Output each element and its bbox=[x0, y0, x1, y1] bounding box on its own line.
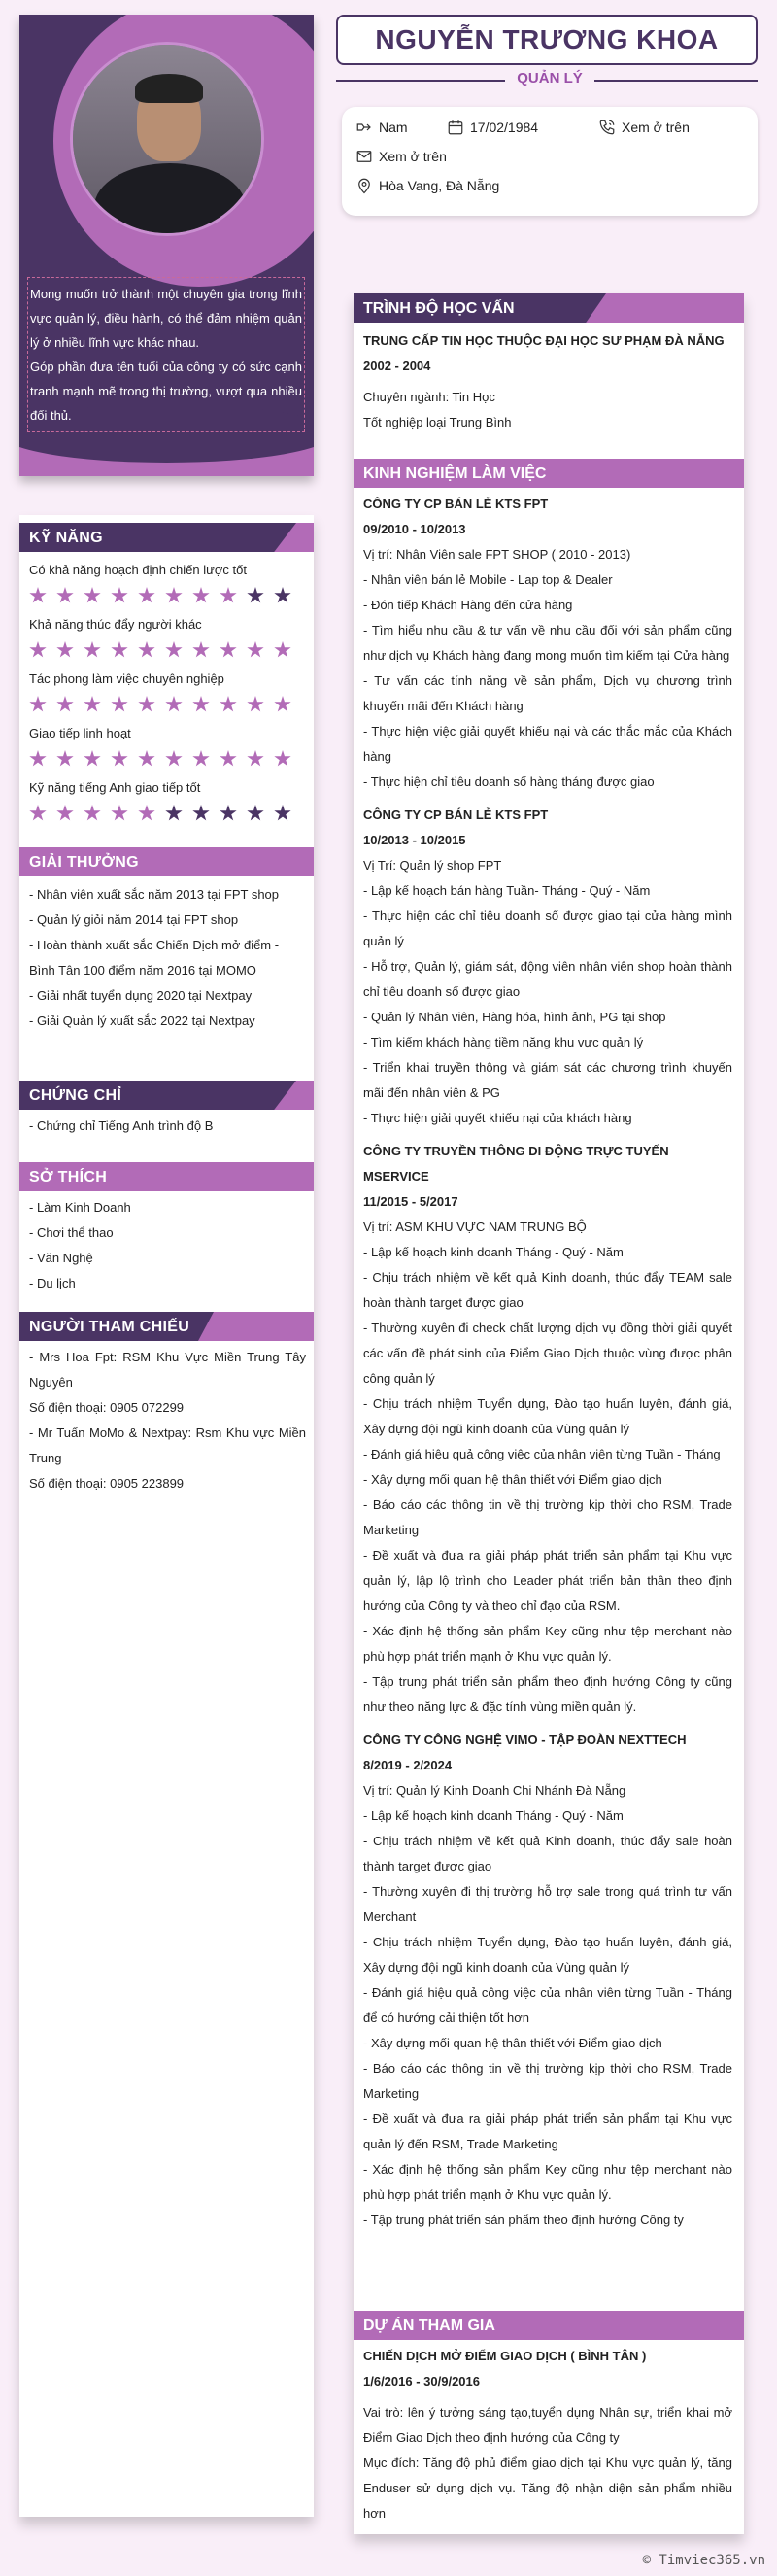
education-block bbox=[363, 328, 732, 435]
star-filled-icon bbox=[29, 587, 47, 604]
star-filled-icon bbox=[138, 696, 155, 713]
job-detail: Vị trí: Nhân Viên sale FPT SHOP ( 2010 - 2013) bbox=[363, 547, 631, 562]
job-detail: - Đánh giá hiệu quả công việc của nhân viên từng Tuần - Tháng bbox=[363, 1447, 721, 1461]
job-detail: - Xây dựng mối quan hệ thân thiết với Điểm giao dịch bbox=[363, 1472, 662, 1487]
email-icon bbox=[355, 148, 373, 165]
star-filled-icon bbox=[165, 587, 183, 604]
hobby-item: - Du lịch bbox=[29, 1276, 76, 1290]
job-period: 8/2019 - 2/2024 bbox=[363, 1758, 453, 1772]
job-detail: - Chịu trách nhiệm về kết quả Kinh doanh, thúc đẩy sale hoàn thành target được giao bbox=[363, 1834, 732, 1873]
star-filled-icon bbox=[84, 696, 101, 713]
reference-phone: Số điện thoại: 0905 223899 bbox=[29, 1476, 185, 1491]
hobbies-title: SỞ THÍCH bbox=[29, 1169, 108, 1185]
watermark: © Timviec365.vn bbox=[642, 2553, 765, 2568]
job-detail: - Đón tiếp Khách Hàng đến cửa hàng bbox=[363, 598, 573, 612]
job-detail: - Đề xuất và đưa ra giải pháp phát triển sản phẩm tại Khu vực quản lý, lập lộ trình cho Leader phát triển bản thân theo định hướng của Công ty và theo chỉ đạo của RSM. bbox=[363, 1548, 732, 1613]
star-filled-icon bbox=[192, 750, 210, 768]
star-filled-icon bbox=[274, 696, 291, 713]
star-empty-icon bbox=[274, 805, 291, 822]
right-panel bbox=[354, 293, 744, 2534]
award-item: - Nhân viên xuất sắc năm 2013 tại FPT shop bbox=[29, 887, 280, 902]
star-empty-icon bbox=[274, 587, 291, 604]
job-period: 11/2015 - 5/2017 bbox=[363, 1194, 458, 1209]
left-panel bbox=[19, 515, 314, 2517]
skills-section bbox=[19, 523, 314, 824]
award-item: - Quản lý giỏi năm 2014 tại FPT shop bbox=[29, 912, 239, 927]
company-name: CÔNG TY CP BÁN LẺ KTS FPT bbox=[363, 497, 549, 511]
star-filled-icon bbox=[138, 587, 155, 604]
star-empty-icon bbox=[247, 805, 264, 822]
star-filled-icon bbox=[84, 641, 101, 659]
project-role: Vai trò: lên ý tưởng sáng tạo,tuyển dụng Nhân sự, triển khai mở Điểm Giao Dịch theo định hướng của Công ty bbox=[363, 2405, 732, 2445]
school-name: TRUNG CẤP TIN HỌC THUỘC ĐẠI HỌC SƯ PHẠM ĐÀ NẴNG bbox=[363, 333, 725, 348]
project-goal: Mục đích: Tăng độ phủ điểm giao dịch tại Khu vực quản lý, tăng Enduser sử dụng dịch vụ. Tăng độ nhận diện sản phẩm nhiều hơn bbox=[363, 2456, 732, 2521]
experience-list bbox=[363, 492, 732, 2233]
company-name: CÔNG TY TRUYỀN THÔNG DI ĐỘNG TRỰC TUYẾN MSERVICE bbox=[363, 1144, 669, 1184]
star-filled-icon bbox=[274, 641, 291, 659]
project-name: CHIẾN DỊCH MỞ ĐIỂM GIAO DỊCH ( BÌNH TÂN ) bbox=[363, 2349, 647, 2363]
job-detail: - Tư vấn các tính năng về sản phẩm, Dịch vụ chương trình khuyến mãi đến Khách hàng bbox=[363, 673, 732, 713]
email-value: Xem ở trên bbox=[379, 149, 447, 164]
skill-rating bbox=[19, 587, 314, 606]
gender-info bbox=[355, 119, 408, 136]
job-detail: - Thường xuyên đi thị trường hỗ trợ sale trong quá trình tư vấn Merchant bbox=[363, 1884, 732, 1924]
skill-rating bbox=[19, 805, 314, 824]
education-grade: Tốt nghiệp loại Trung Bình bbox=[363, 415, 512, 429]
project-period: 1/6/2016 - 30/9/2016 bbox=[363, 2374, 480, 2388]
full-name: NGUYỄN TRƯƠNG KHOA bbox=[375, 24, 719, 54]
skill-name: Giao tiếp linh hoạt bbox=[29, 726, 131, 740]
star-empty-icon bbox=[192, 805, 210, 822]
star-filled-icon bbox=[220, 641, 237, 659]
references-title: NGƯỜI THAM CHIẾU bbox=[29, 1319, 190, 1335]
objective-line: Mong muốn trở thành một chuyên gia trong lĩnh vực quản lý, điều hành, có thể đảm nhiệm quản lý ở nhiều lĩnh vực khác nhau. bbox=[30, 287, 302, 350]
job-detail: - Nhân viên bán lẻ Mobile - Lap top & Dealer bbox=[363, 572, 613, 587]
star-filled-icon bbox=[29, 696, 47, 713]
projects-title: DỰ ÁN THAM GIA bbox=[363, 2318, 495, 2334]
gender-icon bbox=[355, 119, 373, 136]
star-filled-icon bbox=[220, 696, 237, 713]
star-filled-icon bbox=[111, 805, 128, 822]
company-name: CÔNG TY CP BÁN LẺ KTS FPT bbox=[363, 807, 549, 822]
star-filled-icon bbox=[111, 587, 128, 604]
job-detail: - Tập trung phát triển sản phẩm theo định hướng Công ty bbox=[363, 2213, 684, 2227]
job-detail: - Thực hiện việc giải quyết khiếu nại và các thắc mắc của Khách hàng bbox=[363, 724, 732, 764]
job-detail: - Lập kế hoạch kinh doanh Tháng - Quý - Năm bbox=[363, 1245, 624, 1259]
education-period: 2002 - 2004 bbox=[363, 359, 431, 373]
hobbies-section bbox=[19, 1162, 314, 1296]
star-filled-icon bbox=[84, 587, 101, 604]
star-filled-icon bbox=[165, 750, 183, 768]
job-detail: - Chịu trách nhiệm Tuyển dụng, Đào tạo huấn luyện, đánh giá, Xây dựng đội ngũ kinh doanh của Vùng quản lý bbox=[363, 1396, 732, 1436]
email-info bbox=[355, 148, 447, 165]
name-box bbox=[336, 15, 758, 65]
certificate-item: - Chứng chỉ Tiếng Anh trình độ B bbox=[29, 1118, 214, 1133]
references-section bbox=[19, 1312, 314, 1496]
job-detail: - Báo cáo các thông tin về thị trường kịp thời cho RSM, Trade Marketing bbox=[363, 1497, 732, 1537]
job-detail: - Thực hiện giải quyết khiếu nại của khách hàng bbox=[363, 1111, 632, 1125]
star-filled-icon bbox=[56, 750, 74, 768]
star-filled-icon bbox=[138, 750, 155, 768]
awards-section bbox=[19, 847, 314, 1034]
star-filled-icon bbox=[84, 805, 101, 822]
star-filled-icon bbox=[29, 805, 47, 822]
skill-rating bbox=[19, 696, 314, 715]
star-filled-icon bbox=[165, 641, 183, 659]
job-detail: - Quản lý Nhân viên, Hàng hóa, hình ảnh, PG tại shop bbox=[363, 1010, 666, 1024]
job-period: 10/2013 - 10/2015 bbox=[363, 833, 466, 847]
calendar-icon bbox=[447, 119, 464, 136]
star-filled-icon bbox=[56, 805, 74, 822]
skills-header bbox=[19, 523, 314, 552]
hobby-item: - Làm Kinh Doanh bbox=[29, 1200, 131, 1215]
star-filled-icon bbox=[56, 641, 74, 659]
certificates-header bbox=[19, 1081, 314, 1110]
job-detail: Vị trí: ASM KHU VỰC NAM TRUNG BỘ bbox=[363, 1219, 587, 1234]
hobby-item: - Chơi thể thao bbox=[29, 1225, 114, 1240]
job-detail: - Lập kế hoạch bán hàng Tuần- Tháng - Quý - Năm bbox=[363, 883, 651, 898]
job-entry bbox=[363, 1728, 732, 2233]
education-title: TRÌNH ĐỘ HỌC VẤN bbox=[363, 300, 515, 317]
certificates-title: CHỨNG CHỈ bbox=[29, 1087, 122, 1104]
avatar bbox=[70, 42, 264, 236]
profile-card bbox=[19, 15, 314, 476]
star-filled-icon bbox=[111, 641, 128, 659]
contact-info bbox=[342, 107, 758, 216]
experience-header bbox=[354, 459, 744, 488]
star-filled-icon bbox=[29, 750, 47, 768]
dob-value: 17/02/1984 bbox=[470, 120, 539, 135]
job-detail: - Chịu trách nhiệm về kết quả Kinh doanh, thúc đẩy TEAM sale hoàn thành target được giao bbox=[363, 1270, 732, 1310]
star-filled-icon bbox=[220, 587, 237, 604]
star-filled-icon bbox=[138, 805, 155, 822]
star-filled-icon bbox=[138, 641, 155, 659]
dob-info bbox=[447, 119, 538, 136]
star-filled-icon bbox=[247, 696, 264, 713]
star-filled-icon bbox=[220, 750, 237, 768]
award-item: - Giải nhất tuyển dụng 2020 tại Nextpay bbox=[29, 988, 253, 1003]
job-detail: - Đánh giá hiệu quả công việc của nhân viên từng Tuần - Tháng để có hướng cải thiện tốt hơn bbox=[363, 1985, 732, 2025]
hobby-item: - Văn Nghệ bbox=[29, 1251, 93, 1265]
job-detail: Vị Trí: Quản lý shop FPT bbox=[363, 858, 502, 873]
star-filled-icon bbox=[192, 587, 210, 604]
star-empty-icon bbox=[220, 805, 237, 822]
reference-item: - Mrs Hoa Fpt: RSM Khu Vực Miền Trung Tây Nguyên bbox=[29, 1350, 306, 1390]
location-pin-icon bbox=[355, 177, 373, 194]
skills-title: KỸ NĂNG bbox=[29, 530, 103, 546]
star-empty-icon bbox=[165, 805, 183, 822]
education-header bbox=[354, 293, 744, 323]
star-filled-icon bbox=[29, 641, 47, 659]
star-filled-icon bbox=[192, 641, 210, 659]
star-filled-icon bbox=[192, 696, 210, 713]
experience-title: KINH NGHIỆM LÀM VIỆC bbox=[363, 465, 547, 482]
award-item: - Giải Quản lý xuất sắc 2022 tại Nextpay bbox=[29, 1013, 255, 1028]
objective-line: Góp phần đưa tên tuổi của công ty có sức cạnh tranh mạnh mẽ trong thị trường, vượt qua nhiều đối thủ. bbox=[30, 360, 302, 423]
job-detail: - Báo cáo các thông tin về thị trường kịp thời cho RSM, Trade Marketing bbox=[363, 2061, 732, 2101]
star-filled-icon bbox=[111, 750, 128, 768]
references-header bbox=[19, 1312, 314, 1341]
job-detail: - Chịu trách nhiệm Tuyển dụng, Đào tạo huấn luyện, đánh giá, Xây dựng đội ngũ kinh doanh của Vùng quản lý bbox=[363, 1935, 732, 1975]
job-detail: - Triển khai truyền thông và giám sát các chương trình khuyến mãi đến nhân viên & PG bbox=[363, 1060, 732, 1100]
awards-title: GIẢI THƯỞNG bbox=[29, 854, 139, 871]
star-filled-icon bbox=[247, 641, 264, 659]
hobbies-header bbox=[19, 1162, 314, 1191]
projects-block bbox=[363, 2344, 732, 2526]
phone-icon bbox=[598, 119, 616, 136]
gender-value: Nam bbox=[379, 120, 408, 135]
job-entry bbox=[363, 492, 732, 795]
skill-name: Khả năng thúc đẩy người khác bbox=[29, 617, 202, 632]
job-detail: - Xác định hệ thống sản phẩm Key cũng như tệp merchant nào phù hợp phát triển mạnh ở Khu vực quản lý. bbox=[363, 1624, 732, 1664]
job-detail: - Tìm hiểu nhu cầu & tư vấn về nhu cầu đối với sản phẩm cũng như dịch vụ Khách hàng đang mong muốn tìm kiếm tại Cửa hàng bbox=[363, 623, 732, 663]
skill-name: Kỹ năng tiếng Anh giao tiếp tốt bbox=[29, 780, 201, 795]
career-objective bbox=[27, 277, 305, 432]
job-detail: - Lập kế hoạch kinh doanh Tháng - Quý - Năm bbox=[363, 1808, 624, 1823]
skill-name: Tác phong làm việc chuyên nghiệp bbox=[29, 671, 224, 686]
certificates-section bbox=[19, 1081, 314, 1139]
skills-list bbox=[19, 562, 314, 824]
phone-info bbox=[598, 119, 690, 136]
skill-rating bbox=[19, 641, 314, 661]
job-detail: - Hỗ trợ, Quản lý, giám sát, động viên nhân viên shop hoàn thành chỉ tiêu doanh số được giao bbox=[363, 959, 732, 999]
star-filled-icon bbox=[84, 750, 101, 768]
address-value: Hòa Vang, Đà Nẵng bbox=[379, 178, 500, 193]
skill-name: Có khả năng hoạch định chiến lược tốt bbox=[29, 563, 247, 577]
job-period: 09/2010 - 10/2013 bbox=[363, 522, 466, 536]
job-title: QUẢN LÝ bbox=[505, 70, 594, 86]
education-major: Chuyên ngành: Tin Học bbox=[363, 390, 495, 404]
job-detail: - Đề xuất và đưa ra giải pháp phát triển sản phẩm tại Khu vực quản lý đến RSM, Trade Marketing bbox=[363, 2112, 732, 2151]
job-entry bbox=[363, 803, 732, 1131]
job-detail: - Thực hiện chỉ tiêu doanh số hàng tháng được giao bbox=[363, 774, 655, 789]
job-detail: - Xây dựng mối quan hệ thân thiết với Điểm giao dịch bbox=[363, 2036, 662, 2050]
phone-value: Xem ở trên bbox=[622, 120, 690, 135]
job-detail: Vị trí: Quản lý Kinh Doanh Chi Nhánh Đà Nẵng bbox=[363, 1783, 626, 1798]
job-detail: - Tập trung phát triển sản phẩm theo định hướng Công ty cũng như theo năng lực & đặc tính vùng miền quản lý. bbox=[363, 1674, 732, 1714]
star-empty-icon bbox=[247, 587, 264, 604]
address-info bbox=[355, 177, 499, 194]
star-filled-icon bbox=[111, 696, 128, 713]
job-entry bbox=[363, 1139, 732, 1720]
awards-header bbox=[19, 847, 314, 876]
star-filled-icon bbox=[165, 696, 183, 713]
job-detail: - Thường xuyên đi check chất lượng dịch vụ đồng thời giải quyết các vấn đề phát sinh của Điểm Giao Dịch thuộc vùng được phân công quản lý bbox=[363, 1321, 732, 1386]
skill-rating bbox=[19, 750, 314, 770]
job-detail: - Thực hiện các chỉ tiêu doanh số được giao tại cửa hàng mình quản lý bbox=[363, 909, 732, 948]
projects-header bbox=[354, 2311, 744, 2340]
star-filled-icon bbox=[247, 750, 264, 768]
job-detail: - Tìm kiếm khách hàng tiềm năng khu vực quản lý bbox=[363, 1035, 644, 1049]
award-item: - Hoàn thành xuất sắc Chiến Dịch mở điểm - Bình Tân 100 điểm năm 2016 tại MOMO bbox=[29, 938, 280, 978]
star-filled-icon bbox=[56, 696, 74, 713]
company-name: CÔNG TY CÔNG NGHỆ VIMO - TẬP ĐOÀN NEXTTECH bbox=[363, 1733, 687, 1747]
job-detail: - Xác định hệ thống sản phẩm Key cũng như tệp merchant nào phù hợp phát triển mạnh ở Khu vực quản lý. bbox=[363, 2162, 732, 2202]
reference-phone: Số điện thoại: 0905 072299 bbox=[29, 1400, 185, 1415]
star-filled-icon bbox=[56, 587, 74, 604]
reference-item: - Mr Tuấn MoMo & Nextpay: Rsm Khu vực Miền Trung bbox=[29, 1425, 306, 1465]
star-filled-icon bbox=[274, 750, 291, 768]
